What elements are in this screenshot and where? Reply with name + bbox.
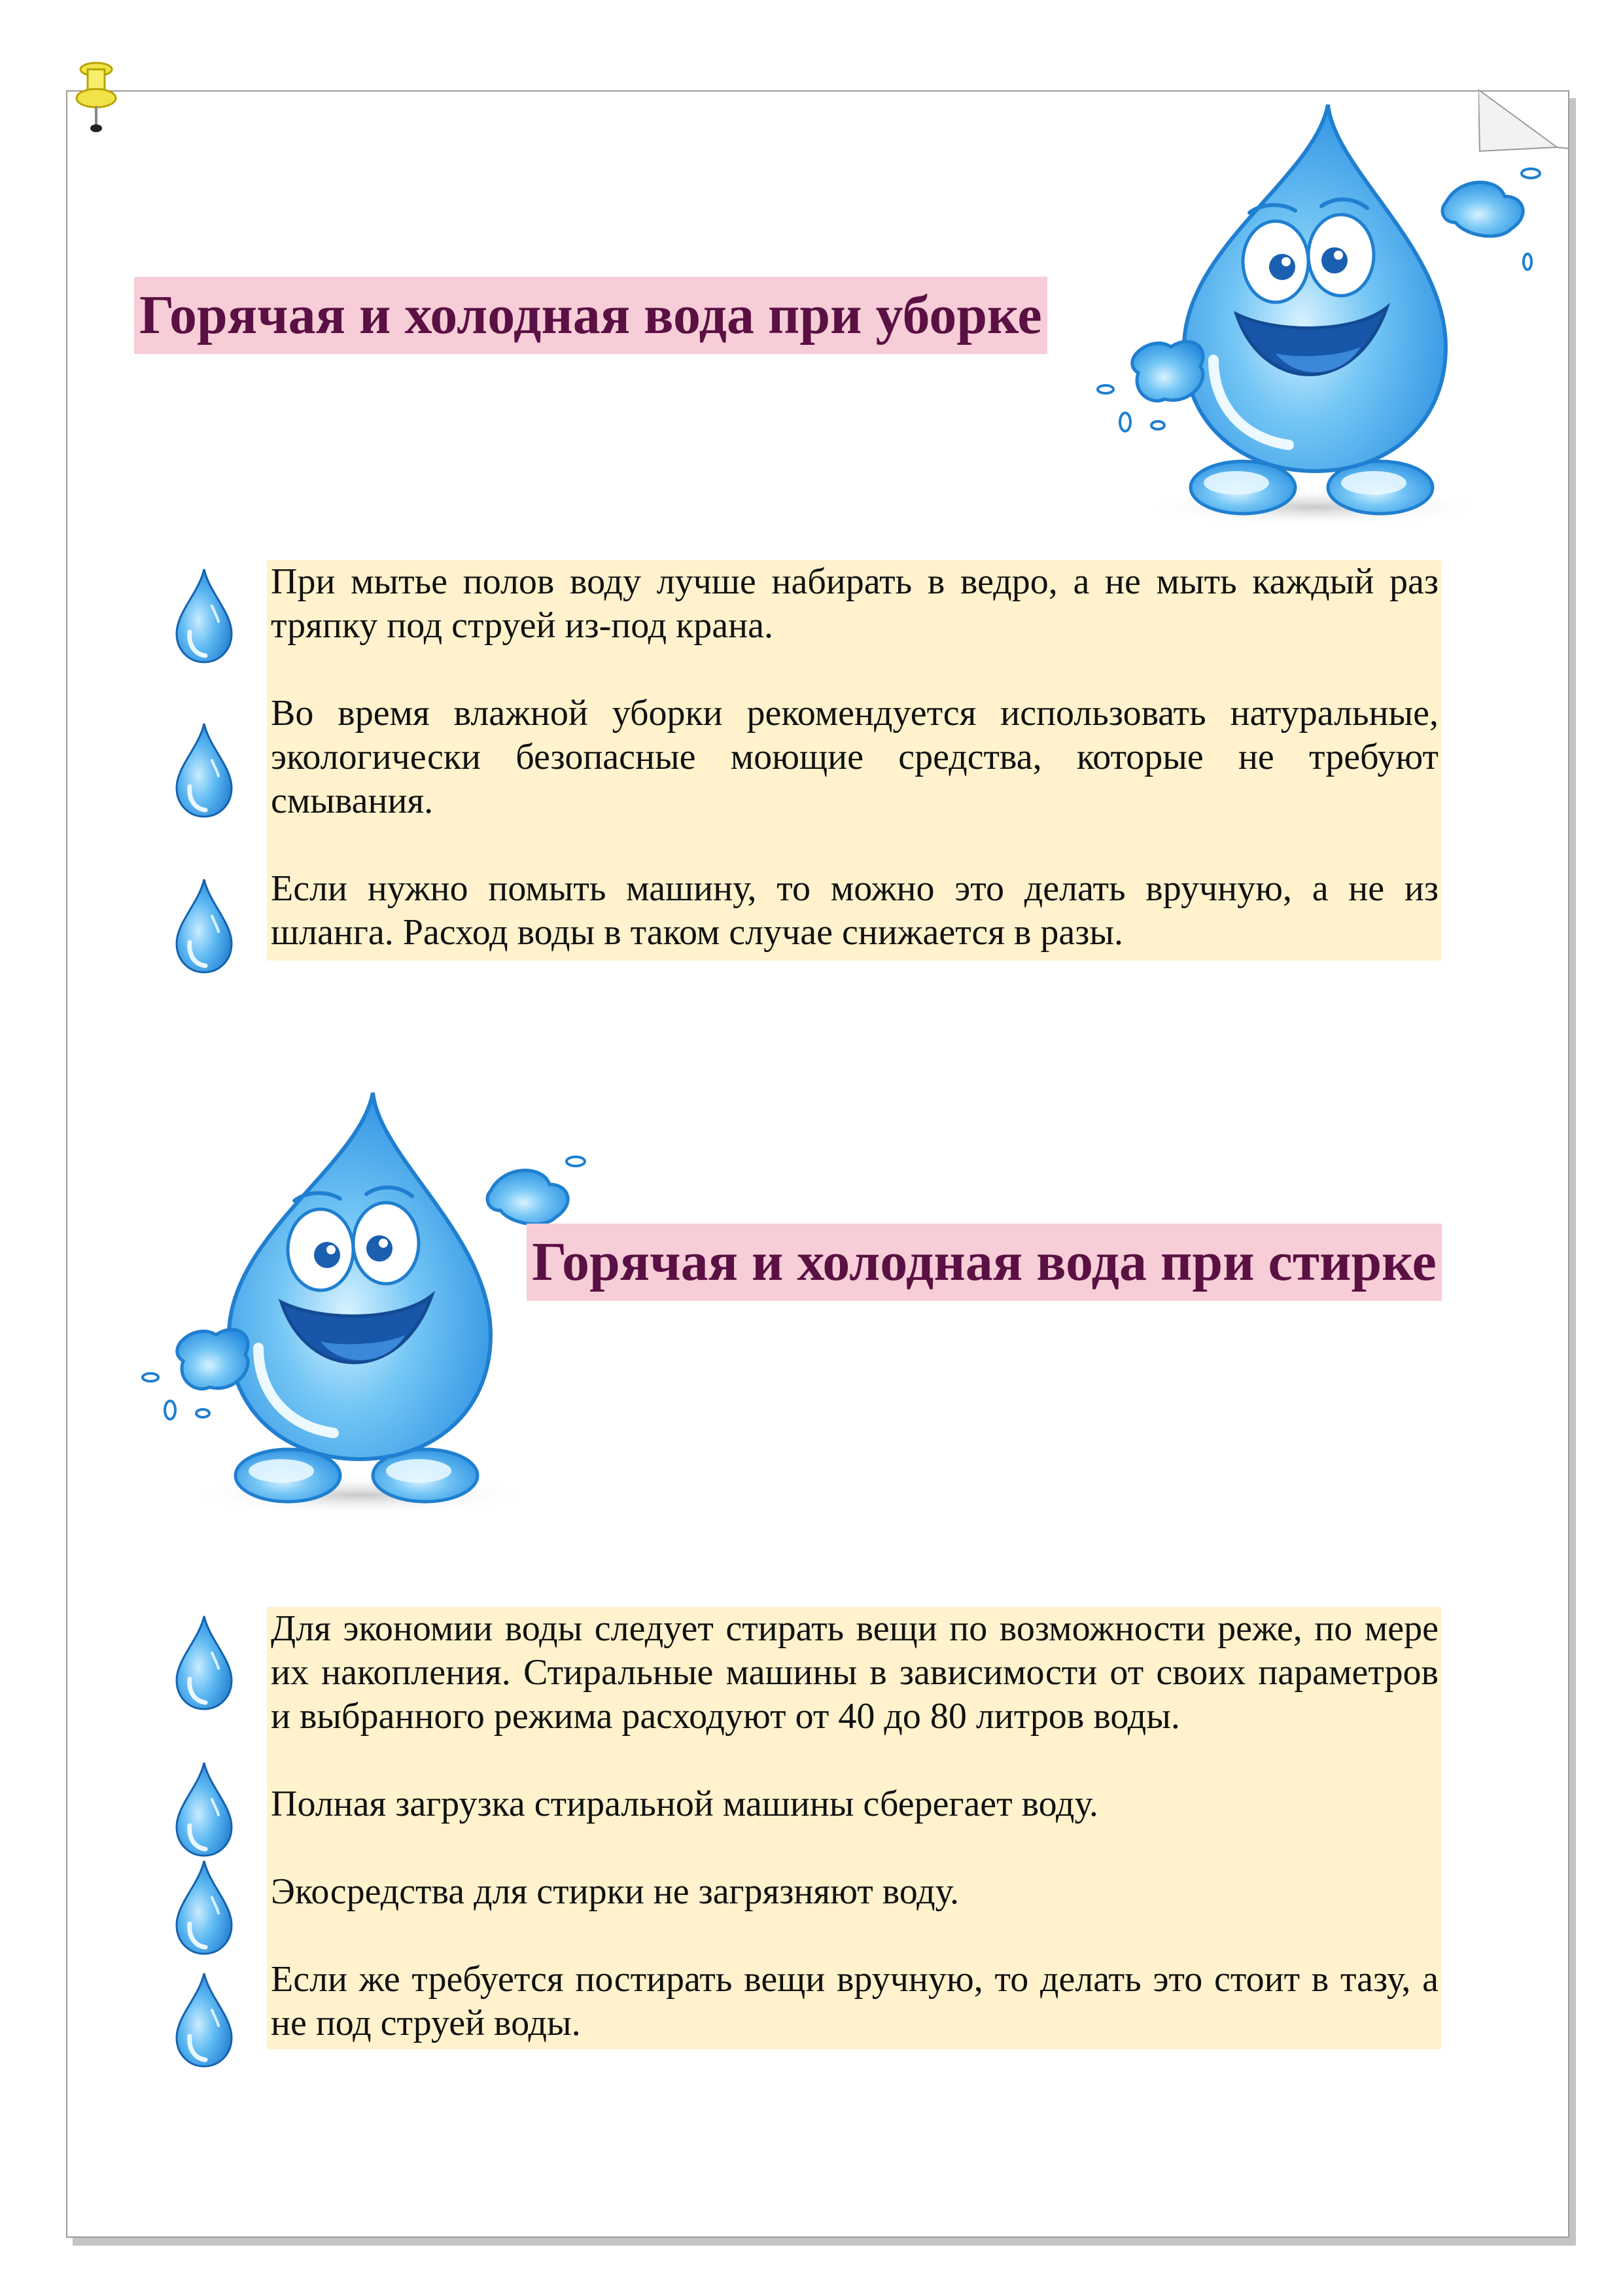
water-drop-icon — [171, 1614, 237, 1712]
tip-text: При мытье полов воду лучше набирать в ведро, а не мыть каждый раз тряпку под струей из-под крана. — [271, 561, 1439, 646]
tip-text: Для экономии воды следует стирать вещи по возможности реже, по мере их накопления. Стиральные машины в зависимости от своих параметров и выбранного режима расходуют от 40 до 80 литров воды. — [271, 1608, 1439, 1737]
water-drop-icon — [171, 1858, 237, 1956]
tip-text: Если же требуется постирать вещи вручную, то делать это стоит в тазу, а не под струей воды. — [271, 1959, 1439, 2043]
water-drop-icon — [171, 721, 237, 819]
water-drop-mascot — [118, 1086, 602, 1531]
tip-text: Полная загрузка стиральной машины сберегает воду. — [271, 1784, 1098, 1824]
water-drop-mascot — [1079, 98, 1550, 543]
pushpin-icon — [73, 60, 119, 145]
section-1-title: Горячая и холодная вода при уборке — [134, 277, 1047, 354]
section-1-tips — [267, 560, 1441, 961]
water-drop-icon — [171, 1971, 237, 2069]
water-drop-icon — [171, 877, 237, 975]
tip-text: Экосредства для стирки не загрязняют воду. — [271, 1871, 960, 1912]
section-2-title: Горячая и холодная вода при стирке — [527, 1224, 1442, 1301]
water-drop-icon — [171, 567, 237, 665]
tip-text: Во время влажной уборки рекомендуется использовать натуральные, экологически безопасные моющие средства, которые не требуют смывания. — [271, 693, 1439, 821]
water-drop-icon — [171, 1760, 237, 1858]
tip-text: Если нужно помыть машину, то можно это делать вручную, а не из шланга. Расход воды в таком случае снижается в разы. — [271, 868, 1439, 953]
section-2-tips — [267, 1607, 1441, 2049]
